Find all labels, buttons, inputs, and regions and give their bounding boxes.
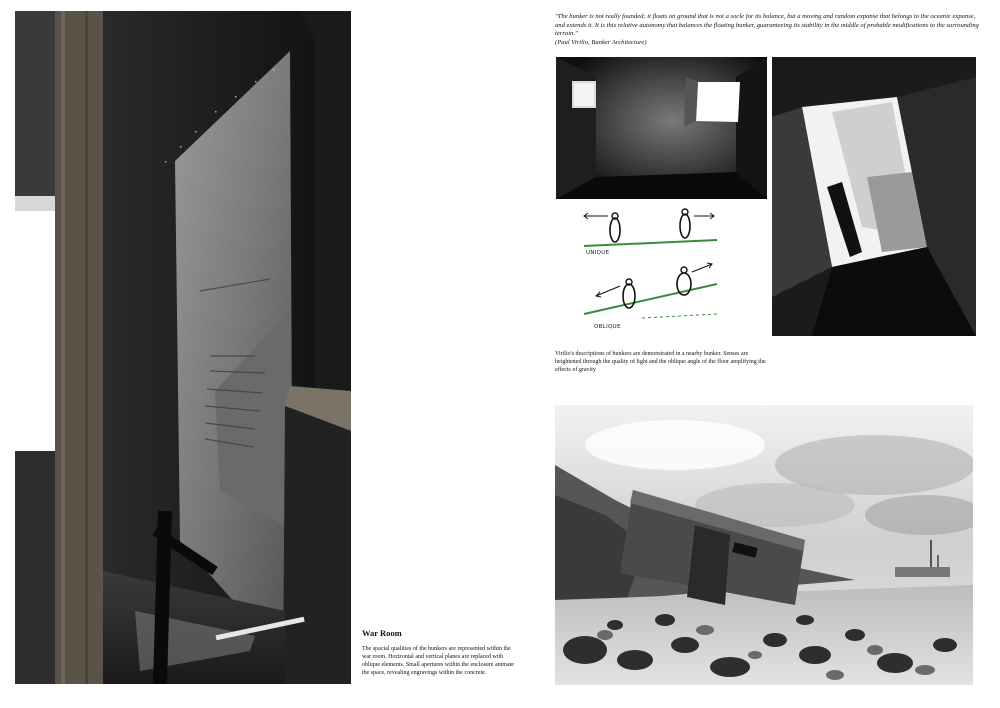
- bunker-landscape-photo: [555, 405, 973, 685]
- war-room-description: The spacial qualities of the bunkers are represented within the war room. Horizontal and vertical planes are replaced with oblique elements. Small apertures within the enclosure animate the space, revealing engravings within the concrete.: [362, 646, 514, 676]
- virilio-quote: [555, 13, 980, 47]
- virilio-caption: Virilio's descriptions of bunkers are demonstrated in a nearby bunker. Senses are heightened through the quality of light and the oblique angle of the floor amplifying the effects of gravity: [555, 351, 766, 373]
- sketch-label-unique: UNIQUE: [586, 250, 610, 256]
- unique-oblique-sketch: [572, 206, 722, 336]
- sketch-label-oblique: OBLIQUE: [594, 324, 621, 330]
- bunker-interior-photo: [556, 57, 767, 199]
- war-room-title: War Room: [362, 628, 402, 638]
- quote-attribution: (Paul Virilio, Bunker Architecture): [555, 38, 647, 46]
- bunker-aperture-photo: [772, 57, 976, 336]
- quote-text: "The bunker is not really founded; it floats on ground that is not a socle for its balance, but a moving and random expanse that belongs to the oceanic expanse, and extends it. It is this relative autonomy that balances the floating bunker, guaranteeing its stability in the middle of probable modifications to the surrounding terrain.": [555, 13, 979, 38]
- war-room-photo: [15, 11, 351, 684]
